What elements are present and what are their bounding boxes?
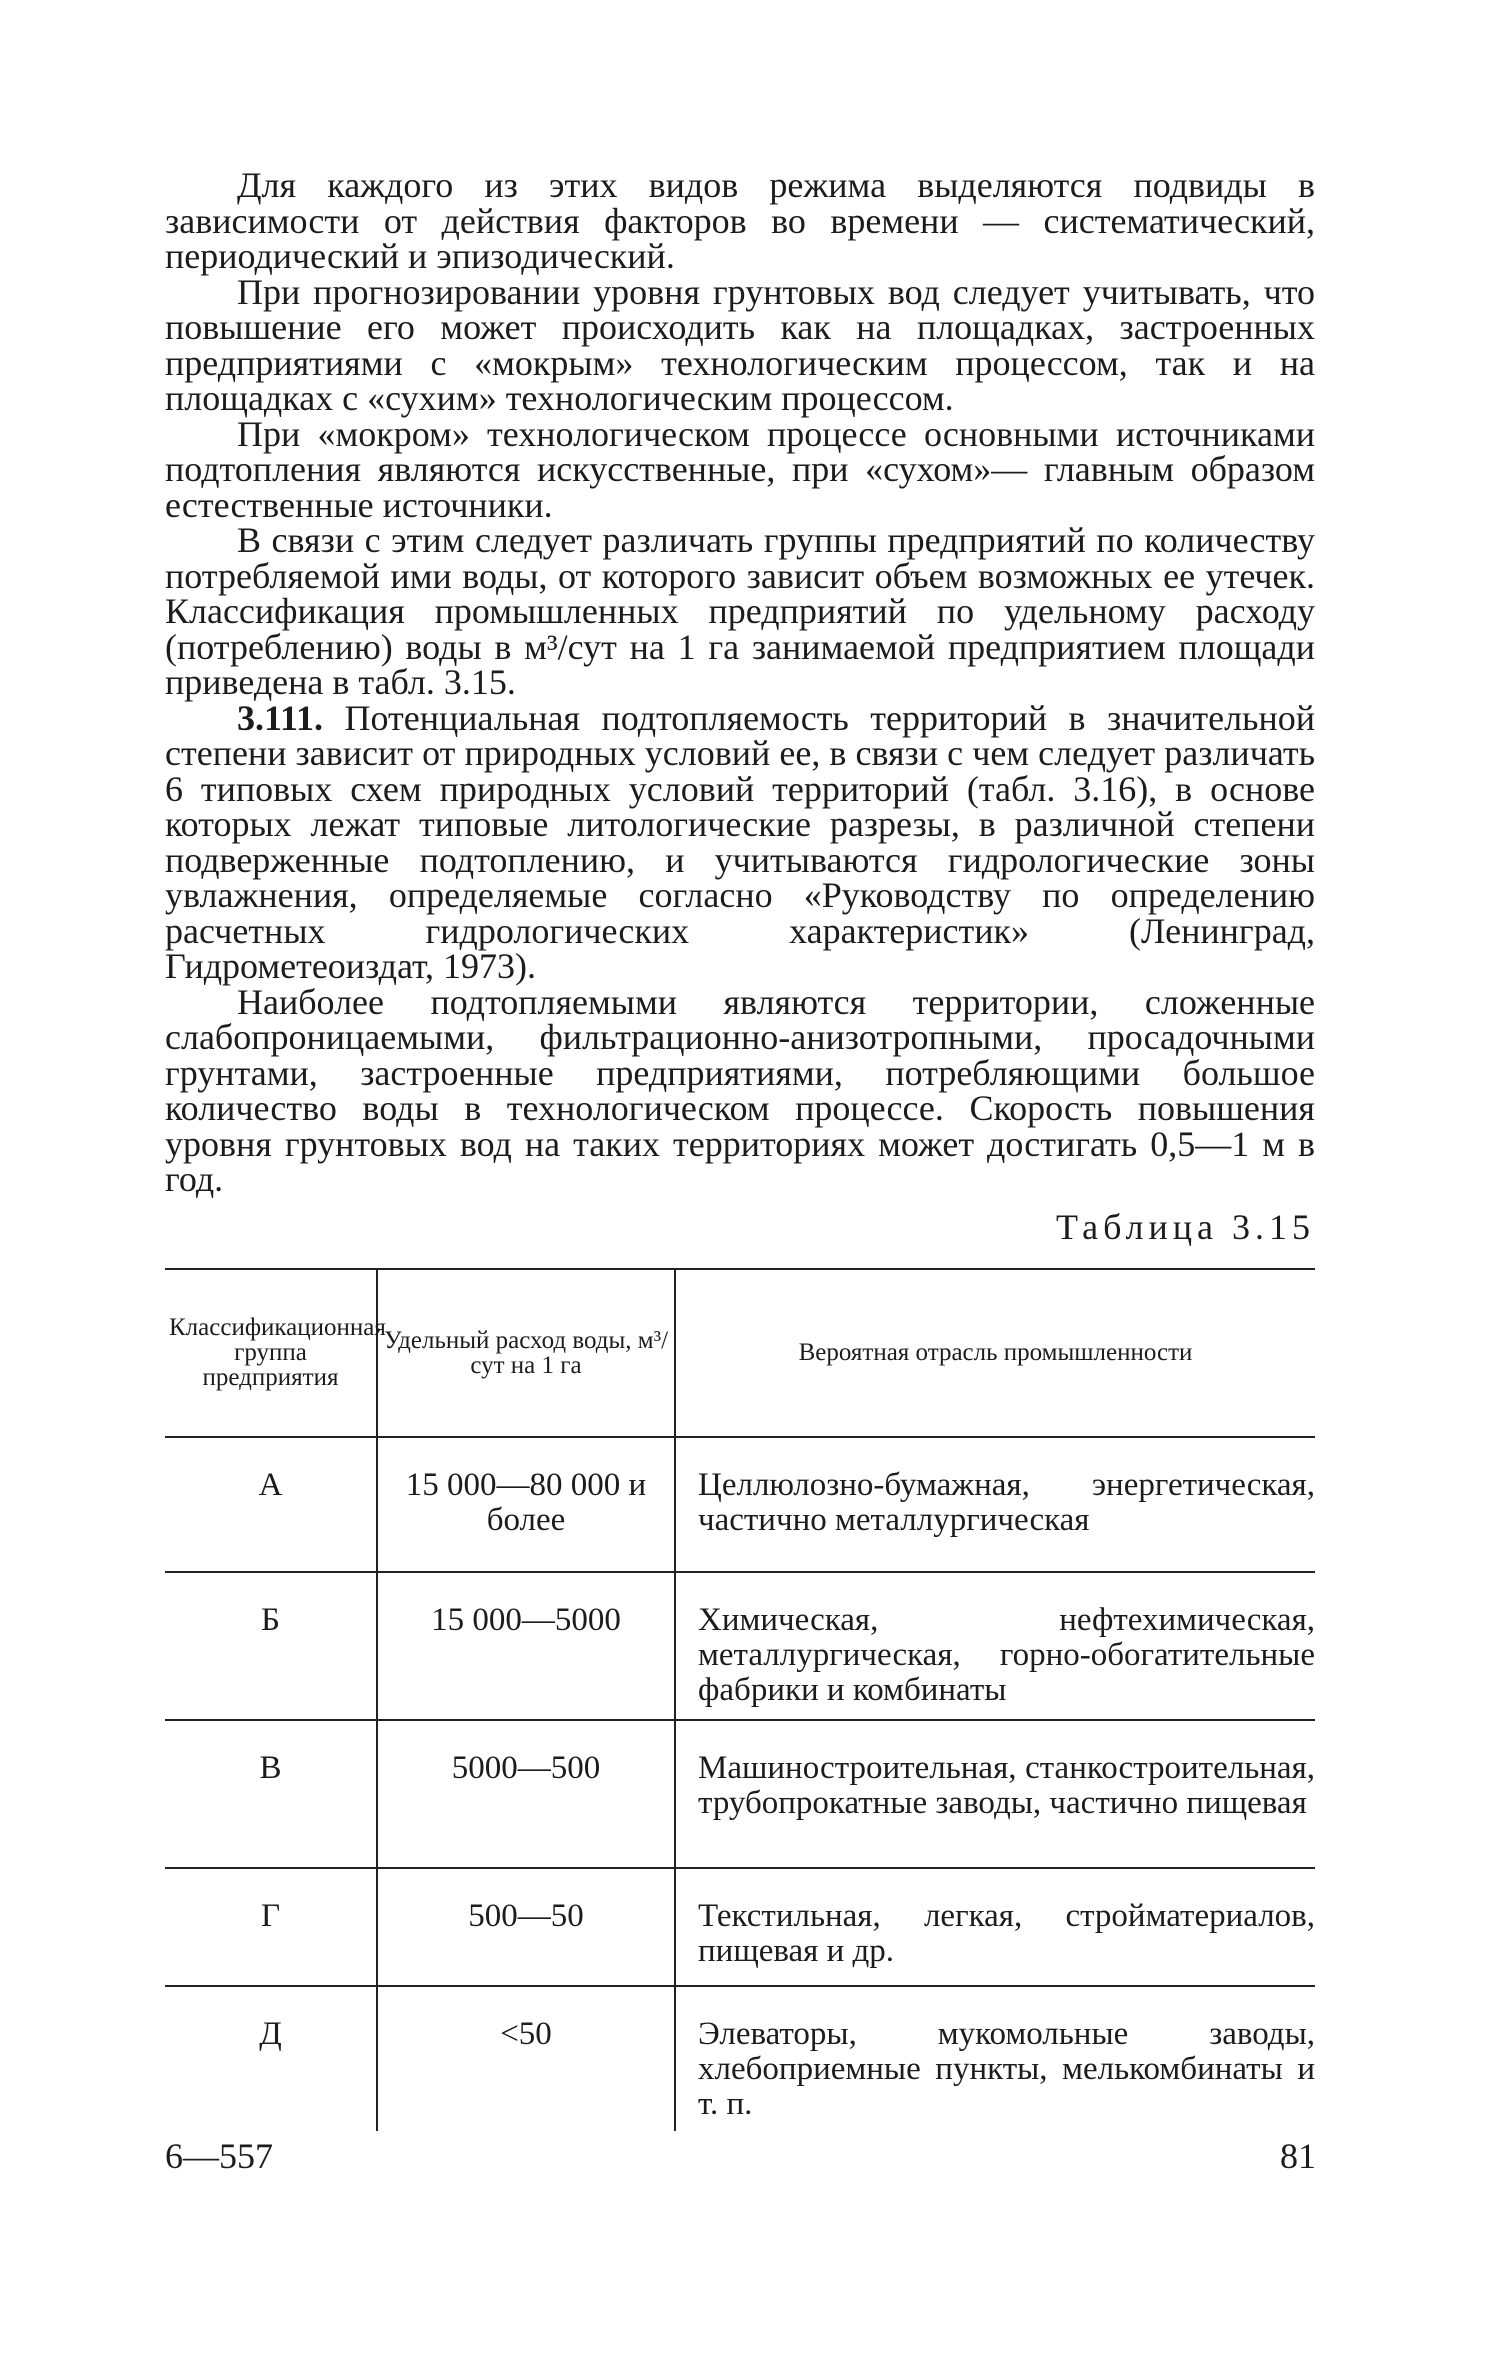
table-row (165, 1572, 1315, 1720)
section-3-111 (165, 697, 1316, 986)
paragraph-2: При прогнозировании уровня грунтовых вод следует учитывать, что повышение его может происходить как на площадках, застроенных предприятиями с «мокрым» технологическим процессом, так и на площадках с «сухим» технологическим процессом. (165, 271, 1315, 418)
section-number: 3.111. (237, 697, 324, 738)
page-body (165, 165, 1316, 2131)
table-caption: Таблица 3.15 (1056, 1206, 1315, 1247)
table-row (165, 1986, 1315, 2131)
cell-industry: Целлюлозно-бумажная, энергетическая, частично металлургическая (675, 1437, 1315, 1572)
cell-industry: Текстильная, легкая, стройматериалов, пищевая и др. (675, 1868, 1315, 1986)
page-number: 81 (1280, 2136, 1316, 2176)
cell-industry: Элеваторы, мукомольные заводы, хлебоприемные пункты, мелькомбинаты и т. п. (675, 1986, 1315, 2131)
cell-rate: <50 (377, 1986, 675, 2131)
cell-industry: Машиностроительная, станкостроительная, трубопрокатные заводы, частично пищевая (675, 1720, 1315, 1868)
paragraph-5: Наиболее подтопляемыми являются территории, сложенные слабопроницаемыми, фильтрационно-анизотропными, просадочными грунтами, застроенные предприятиями, потребляющими большое количество воды в технологическом процессе. Скорость повышения уровня грунтовых вод на таких территориях может достигать 0,5—1 м в год. (165, 981, 1315, 1199)
cell-rate: 15 000—80 000 и более (377, 1437, 675, 1572)
cell-group: Д (259, 2015, 282, 2052)
cell-rate: 500—50 (377, 1868, 675, 1986)
paragraph-3: При «мокром» технологическом процессе основными источниками подтопления являются искусственные, при «сухом»— главным образом естественные источники. (165, 413, 1315, 525)
table-row (165, 1868, 1315, 1986)
cell-group: Б (165, 1572, 377, 1720)
cell-group: Г (165, 1868, 377, 1986)
header-industry: Вероятная отрасль промышленности (675, 1269, 1315, 1437)
printer-signature: 6—557 (165, 2136, 273, 2176)
table-row (165, 1720, 1315, 1868)
cell-rate: 5000—500 (377, 1720, 675, 1868)
paragraph-4: В связи с этим следует различать группы предприятий по количеству потребляемой ими воды, от которого зависит объем возможных ее утечек. Классификация промышленных предприятий по удельному расходу (потреблению) воды в м³/сут на 1 га занимаемой предприятием площади приведена в табл. 3.15. (165, 520, 1315, 702)
header-group: Классификационная группа предприятия (165, 1269, 377, 1437)
paragraph-1: Для каждого из этих видов режима выделяются подвиды в зависимости от действия факторов во времени — систематический, периодический и эпизодический. (165, 165, 1315, 276)
table-header-row (165, 1269, 1315, 1437)
header-rate: Удельный расход воды, м³/сут на 1 га (377, 1269, 675, 1437)
cell-rate: 15 000—5000 (377, 1572, 675, 1720)
table-row (165, 1437, 1315, 1572)
section-text: Потенциальная подтопляемость территорий в значительной степени зависит от природных условий ее, в связи с чем следует различать 6 типовых схем природных условий территорий (табл. 3.16), в основе которых лежат типовые литологические разрезы, в различной степени подверженные подтоплению, и учитываются гидрологические зоны увлажнения, определяемые согласно «Руководству по определению расчетных гидрологических характеристик» (Ленинград, Гидрометеоиздат, 1973). (165, 697, 1316, 986)
cell-industry: Химическая, нефтехимическая, металлургическая, горно-обогатительные фабрики и комбинаты (675, 1572, 1315, 1720)
cell-group: В (165, 1720, 377, 1868)
cell-group: А (165, 1437, 377, 1572)
classification-table (165, 1268, 1315, 2131)
